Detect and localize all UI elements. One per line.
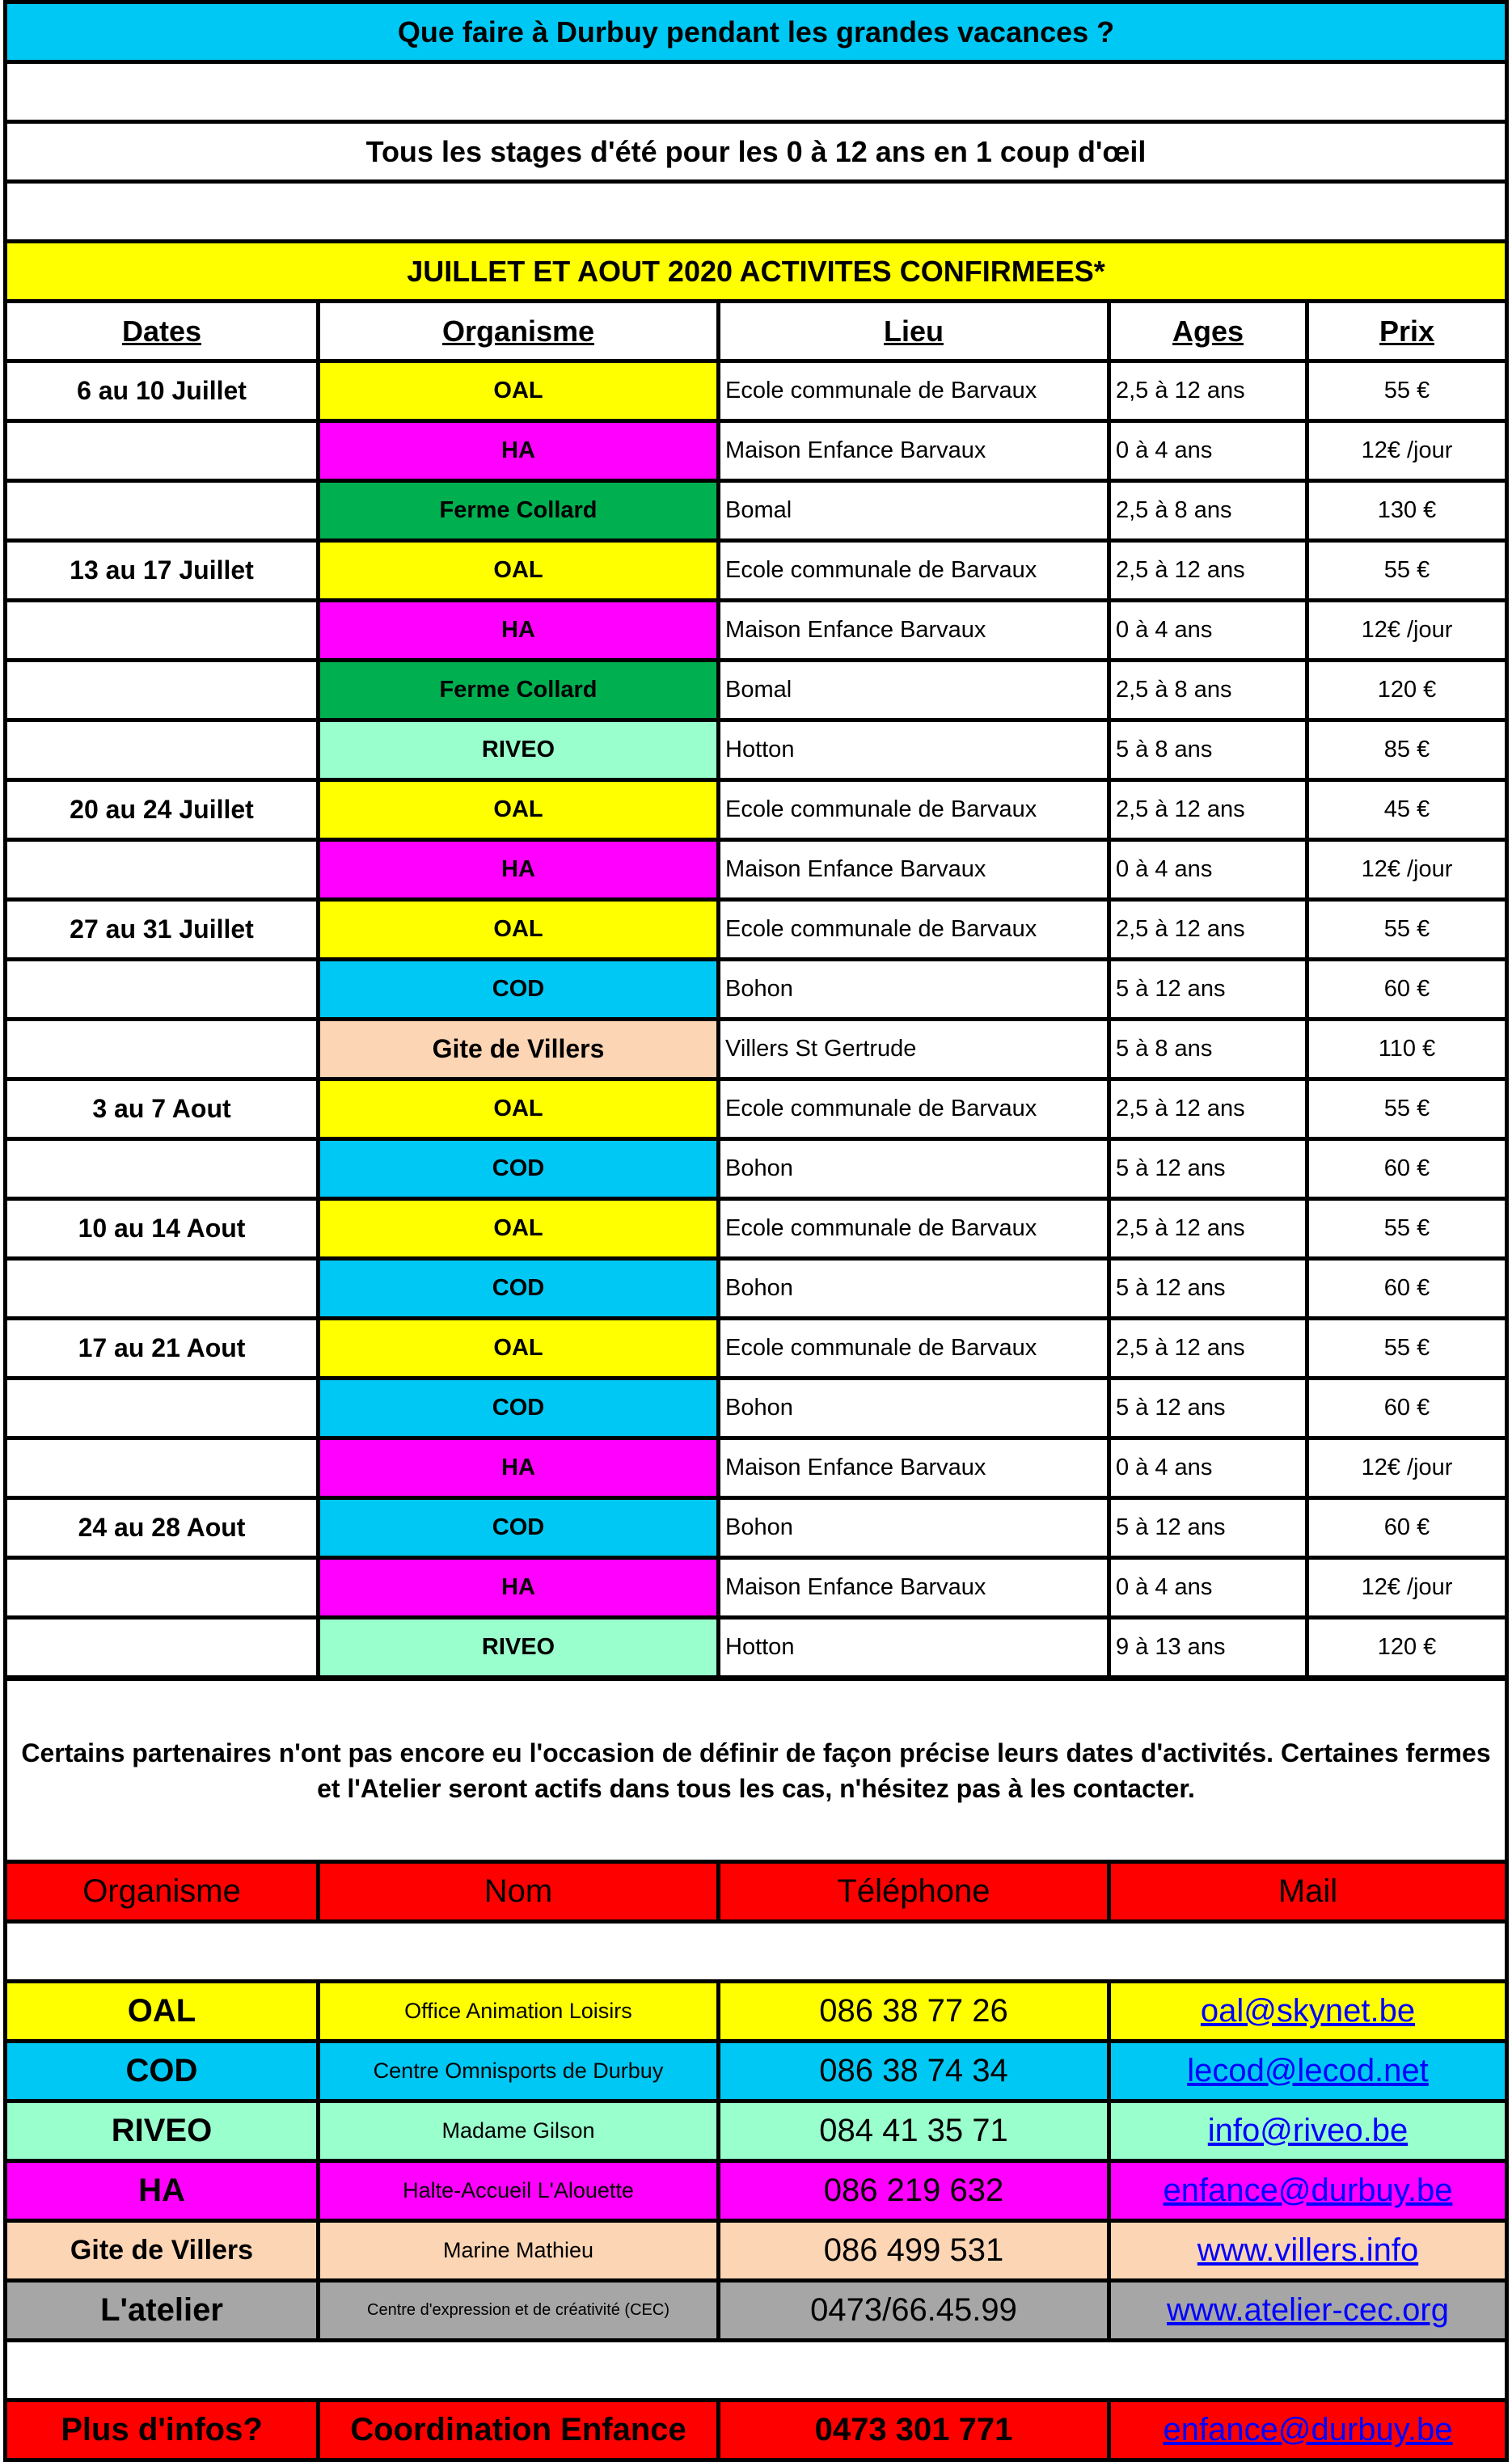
- schedule-lieu: Ecole communale de Barvaux: [716, 1077, 1111, 1141]
- schedule-prix: 130 €: [1305, 479, 1509, 543]
- contacts-header-organisme: Organisme: [3, 1860, 320, 1924]
- schedule-organisme: OAL: [316, 897, 720, 961]
- schedule-organisme: OAL: [316, 1316, 720, 1380]
- schedule-date: 17 au 21 Aout: [3, 1316, 320, 1380]
- contact-mail-text[interactable]: oal@skynet.be: [1200, 1993, 1416, 2029]
- schedule-lieu: Ecole communale de Barvaux: [716, 897, 1111, 961]
- header-ages: Ages: [1107, 299, 1309, 363]
- schedule-organisme: Gite de Villers: [316, 1017, 720, 1081]
- schedule-prix: 12€ /jour: [1305, 1556, 1509, 1620]
- schedule-organisme: OAL: [316, 1197, 720, 1261]
- schedule-date: 24 au 28 Aout: [3, 1496, 320, 1560]
- contact-mail-text[interactable]: www.atelier-cec.org: [1166, 2292, 1449, 2328]
- footer-telephone: 0473 301 771: [716, 2398, 1111, 2462]
- schedule-ages: 5 à 8 ans: [1107, 1017, 1309, 1081]
- schedule-lieu: Bomal: [716, 479, 1111, 543]
- schedule-ages: 2,5 à 12 ans: [1107, 1197, 1309, 1261]
- schedule-organisme: OAL: [316, 538, 720, 602]
- schedule-ages: 0 à 4 ans: [1107, 598, 1309, 662]
- schedule-ages: 2,5 à 12 ans: [1107, 778, 1309, 842]
- schedule-lieu: Bohon: [716, 1256, 1111, 1320]
- schedule-lieu: Maison Enfance Barvaux: [716, 1436, 1111, 1500]
- schedule-organisme: OAL: [316, 359, 720, 423]
- schedule-lieu: Ecole communale de Barvaux: [716, 778, 1111, 842]
- schedule-organisme: COD: [316, 1496, 720, 1560]
- schedule-lieu: Bohon: [716, 1376, 1111, 1440]
- header-organisme: Organisme: [316, 299, 720, 363]
- partners-note: Certains partenaires n'ont pas encore eu l'occasion de définir de façon précise leurs dates d'activités. Certaines fermes et l'Atelier seront actifs dans tous les cas, n'hésitez pas à les contacter.: [3, 1677, 1509, 1864]
- contact-mail-link[interactable]: [1107, 2099, 1509, 2163]
- schedule-ages: 5 à 12 ans: [1107, 957, 1309, 1021]
- schedule-lieu: Bomal: [716, 658, 1111, 722]
- schedule-prix: 55 €: [1305, 538, 1509, 602]
- contact-mail-link[interactable]: [1107, 2159, 1509, 2223]
- contact-organisme: Gite de Villers: [3, 2219, 320, 2283]
- schedule-lieu: Ecole communale de Barvaux: [716, 359, 1111, 423]
- schedule-prix: 110 €: [1305, 1017, 1509, 1081]
- schedule-lieu: Bohon: [716, 957, 1111, 1021]
- contact-nom: Marine Mathieu: [316, 2219, 720, 2283]
- schedule-date: [3, 598, 320, 662]
- schedule-organisme: HA: [316, 838, 720, 902]
- schedule-prix: 120 €: [1305, 658, 1509, 722]
- schedule-ages: 2,5 à 8 ans: [1107, 658, 1309, 722]
- blank-row: [3, 179, 1509, 243]
- schedule-organisme: COD: [316, 1137, 720, 1201]
- schedule-prix: 12€ /jour: [1305, 838, 1509, 902]
- schedule-date: [3, 658, 320, 722]
- schedule-date: [3, 479, 320, 543]
- contact-mail-link[interactable]: [1107, 2039, 1509, 2103]
- schedule-ages: 5 à 12 ans: [1107, 1256, 1309, 1320]
- schedule-prix: 120 €: [1305, 1615, 1509, 1679]
- page-title: Que faire à Durbuy pendant les grandes vacances ?: [3, 0, 1509, 64]
- schedule-date: 13 au 17 Juillet: [3, 538, 320, 602]
- schedule-date: 3 au 7 Aout: [3, 1077, 320, 1141]
- schedule-organisme: RIVEO: [316, 1615, 720, 1679]
- schedule-prix: 12€ /jour: [1305, 598, 1509, 662]
- schedule-date: 20 au 24 Juillet: [3, 778, 320, 842]
- schedule-ages: 0 à 4 ans: [1107, 838, 1309, 902]
- schedule-lieu: Maison Enfance Barvaux: [716, 598, 1111, 662]
- schedule-date: [3, 1436, 320, 1500]
- contact-organisme: OAL: [3, 1979, 320, 2043]
- contact-mail-text[interactable]: www.villers.info: [1197, 2232, 1419, 2268]
- schedule-prix: 12€ /jour: [1305, 419, 1509, 483]
- contact-nom: Halte-Accueil L'Alouette: [316, 2159, 720, 2223]
- schedule-organisme: RIVEO: [316, 718, 720, 782]
- schedule-date: [3, 957, 320, 1021]
- schedule-organisme: HA: [316, 1556, 720, 1620]
- schedule-date: [3, 838, 320, 902]
- schedule-date: 6 au 10 Juillet: [3, 359, 320, 423]
- schedule-ages: 0 à 4 ans: [1107, 1556, 1309, 1620]
- schedule-date: [3, 1256, 320, 1320]
- blank-row: [3, 2338, 1509, 2402]
- schedule-organisme: OAL: [316, 778, 720, 842]
- contact-organisme: COD: [3, 2039, 320, 2103]
- contact-mail-link[interactable]: [1107, 2219, 1509, 2283]
- schedule-organisme: Ferme Collard: [316, 479, 720, 543]
- schedule-date: [3, 1615, 320, 1679]
- contact-telephone: 086 499 531: [716, 2219, 1111, 2283]
- schedule-prix: 55 €: [1305, 1197, 1509, 1261]
- schedule-prix: 60 €: [1305, 1256, 1509, 1320]
- contact-telephone: 086 38 74 34: [716, 2039, 1111, 2103]
- schedule-ages: 2,5 à 12 ans: [1107, 538, 1309, 602]
- schedule-lieu: Bohon: [716, 1496, 1111, 1560]
- schedule-prix: 60 €: [1305, 957, 1509, 1021]
- schedule-prix: 55 €: [1305, 1077, 1509, 1141]
- page-subtitle: Tous les stages d'été pour les 0 à 12 ans en 1 coup d'œil: [3, 120, 1509, 184]
- contact-nom: Centre d'expression et de créativité (CEC): [316, 2278, 720, 2342]
- schedule-date: [3, 419, 320, 483]
- schedule-lieu: Ecole communale de Barvaux: [716, 1197, 1111, 1261]
- schedule-lieu: Hotton: [716, 718, 1111, 782]
- schedule-prix: 45 €: [1305, 778, 1509, 842]
- schedule-date: [3, 1137, 320, 1201]
- schedule-lieu: Villers St Gertrude: [716, 1017, 1111, 1081]
- schedule-date: [3, 1556, 320, 1620]
- schedule-date: 10 au 14 Aout: [3, 1197, 320, 1261]
- contact-organisme: RIVEO: [3, 2099, 320, 2163]
- footer-mail-link[interactable]: [1107, 2398, 1509, 2462]
- schedule-prix: 55 €: [1305, 897, 1509, 961]
- schedule-prix: 12€ /jour: [1305, 1436, 1509, 1500]
- schedule-prix: 60 €: [1305, 1137, 1509, 1201]
- schedule-ages: 0 à 4 ans: [1107, 419, 1309, 483]
- contact-mail-link[interactable]: [1107, 1979, 1509, 2043]
- contacts-header-nom: Nom: [316, 1860, 720, 1924]
- schedule-ages: 9 à 13 ans: [1107, 1615, 1309, 1679]
- contact-organisme: HA: [3, 2159, 320, 2223]
- contact-mail-text[interactable]: enfance@durbuy.be: [1163, 2173, 1453, 2208]
- schedule-date: [3, 1376, 320, 1440]
- schedule-ages: 5 à 12 ans: [1107, 1137, 1309, 1201]
- schedule-lieu: Ecole communale de Barvaux: [716, 538, 1111, 602]
- schedule-date: [3, 718, 320, 782]
- header-prix: Prix: [1305, 299, 1509, 363]
- schedule-organisme: COD: [316, 957, 720, 1021]
- contact-telephone: 086 219 632: [716, 2159, 1111, 2223]
- schedule-organisme: COD: [316, 1376, 720, 1440]
- schedule-prix: 60 €: [1305, 1496, 1509, 1560]
- header-dates: Dates: [3, 299, 320, 363]
- schedule-organisme: OAL: [316, 1077, 720, 1141]
- schedule-ages: 0 à 4 ans: [1107, 1436, 1309, 1500]
- schedule-organisme: HA: [316, 419, 720, 483]
- footer-coordination: Coordination Enfance: [316, 2398, 720, 2462]
- header-lieu: Lieu: [716, 299, 1111, 363]
- schedule-prix: 85 €: [1305, 718, 1509, 782]
- contact-mail-text[interactable]: lecod@lecod.net: [1187, 2053, 1429, 2088]
- contact-nom: Centre Omnisports de Durbuy: [316, 2039, 720, 2103]
- contact-nom: Madame Gilson: [316, 2099, 720, 2163]
- schedule-lieu: Bohon: [716, 1137, 1111, 1201]
- blank-row: [3, 60, 1509, 124]
- schedule-prix: 55 €: [1305, 1316, 1509, 1380]
- confirmed-activities-banner: JUILLET ET AOUT 2020 ACTIVITES CONFIRMEES*: [3, 239, 1509, 303]
- footer-plus-infos: Plus d'infos?: [3, 2398, 320, 2462]
- schedule-prix: 55 €: [1305, 359, 1509, 423]
- contacts-header-mail: Mail: [1107, 1860, 1509, 1924]
- schedule-ages: 2,5 à 12 ans: [1107, 359, 1309, 423]
- schedule-ages: 5 à 12 ans: [1107, 1496, 1309, 1560]
- schedule-ages: 5 à 12 ans: [1107, 1376, 1309, 1440]
- schedule-ages: 2,5 à 12 ans: [1107, 897, 1309, 961]
- schedule-ages: 5 à 8 ans: [1107, 718, 1309, 782]
- schedule-organisme: HA: [316, 1436, 720, 1500]
- schedule-prix: 60 €: [1305, 1376, 1509, 1440]
- footer-mail-text[interactable]: enfance@durbuy.be: [1163, 2412, 1453, 2447]
- contact-organisme: L'atelier: [3, 2278, 320, 2342]
- schedule-ages: 2,5 à 12 ans: [1107, 1316, 1309, 1380]
- schedule-ages: 2,5 à 12 ans: [1107, 1077, 1309, 1141]
- contact-telephone: 084 41 35 71: [716, 2099, 1111, 2163]
- schedule-lieu: Maison Enfance Barvaux: [716, 838, 1111, 902]
- schedule-lieu: Ecole communale de Barvaux: [716, 1316, 1111, 1380]
- schedule-ages: 2,5 à 8 ans: [1107, 479, 1309, 543]
- contacts-header-telephone: Téléphone: [716, 1860, 1111, 1924]
- schedule-organisme: HA: [316, 598, 720, 662]
- contact-mail-text[interactable]: info@riveo.be: [1207, 2113, 1409, 2148]
- schedule-lieu: Hotton: [716, 1615, 1111, 1679]
- schedule-lieu: Maison Enfance Barvaux: [716, 419, 1111, 483]
- contact-mail-link[interactable]: [1107, 2278, 1509, 2342]
- contact-telephone: 086 38 77 26: [716, 1979, 1111, 2043]
- schedule-organisme: Ferme Collard: [316, 658, 720, 722]
- blank-row: [3, 1919, 1509, 1983]
- schedule-date: 27 au 31 Juillet: [3, 897, 320, 961]
- contact-telephone: 0473/66.45.99: [716, 2278, 1111, 2342]
- schedule-organisme: COD: [316, 1256, 720, 1320]
- schedule-date: [3, 1017, 320, 1081]
- contact-nom: Office Animation Loisirs: [316, 1979, 720, 2043]
- schedule-lieu: Maison Enfance Barvaux: [716, 1556, 1111, 1620]
